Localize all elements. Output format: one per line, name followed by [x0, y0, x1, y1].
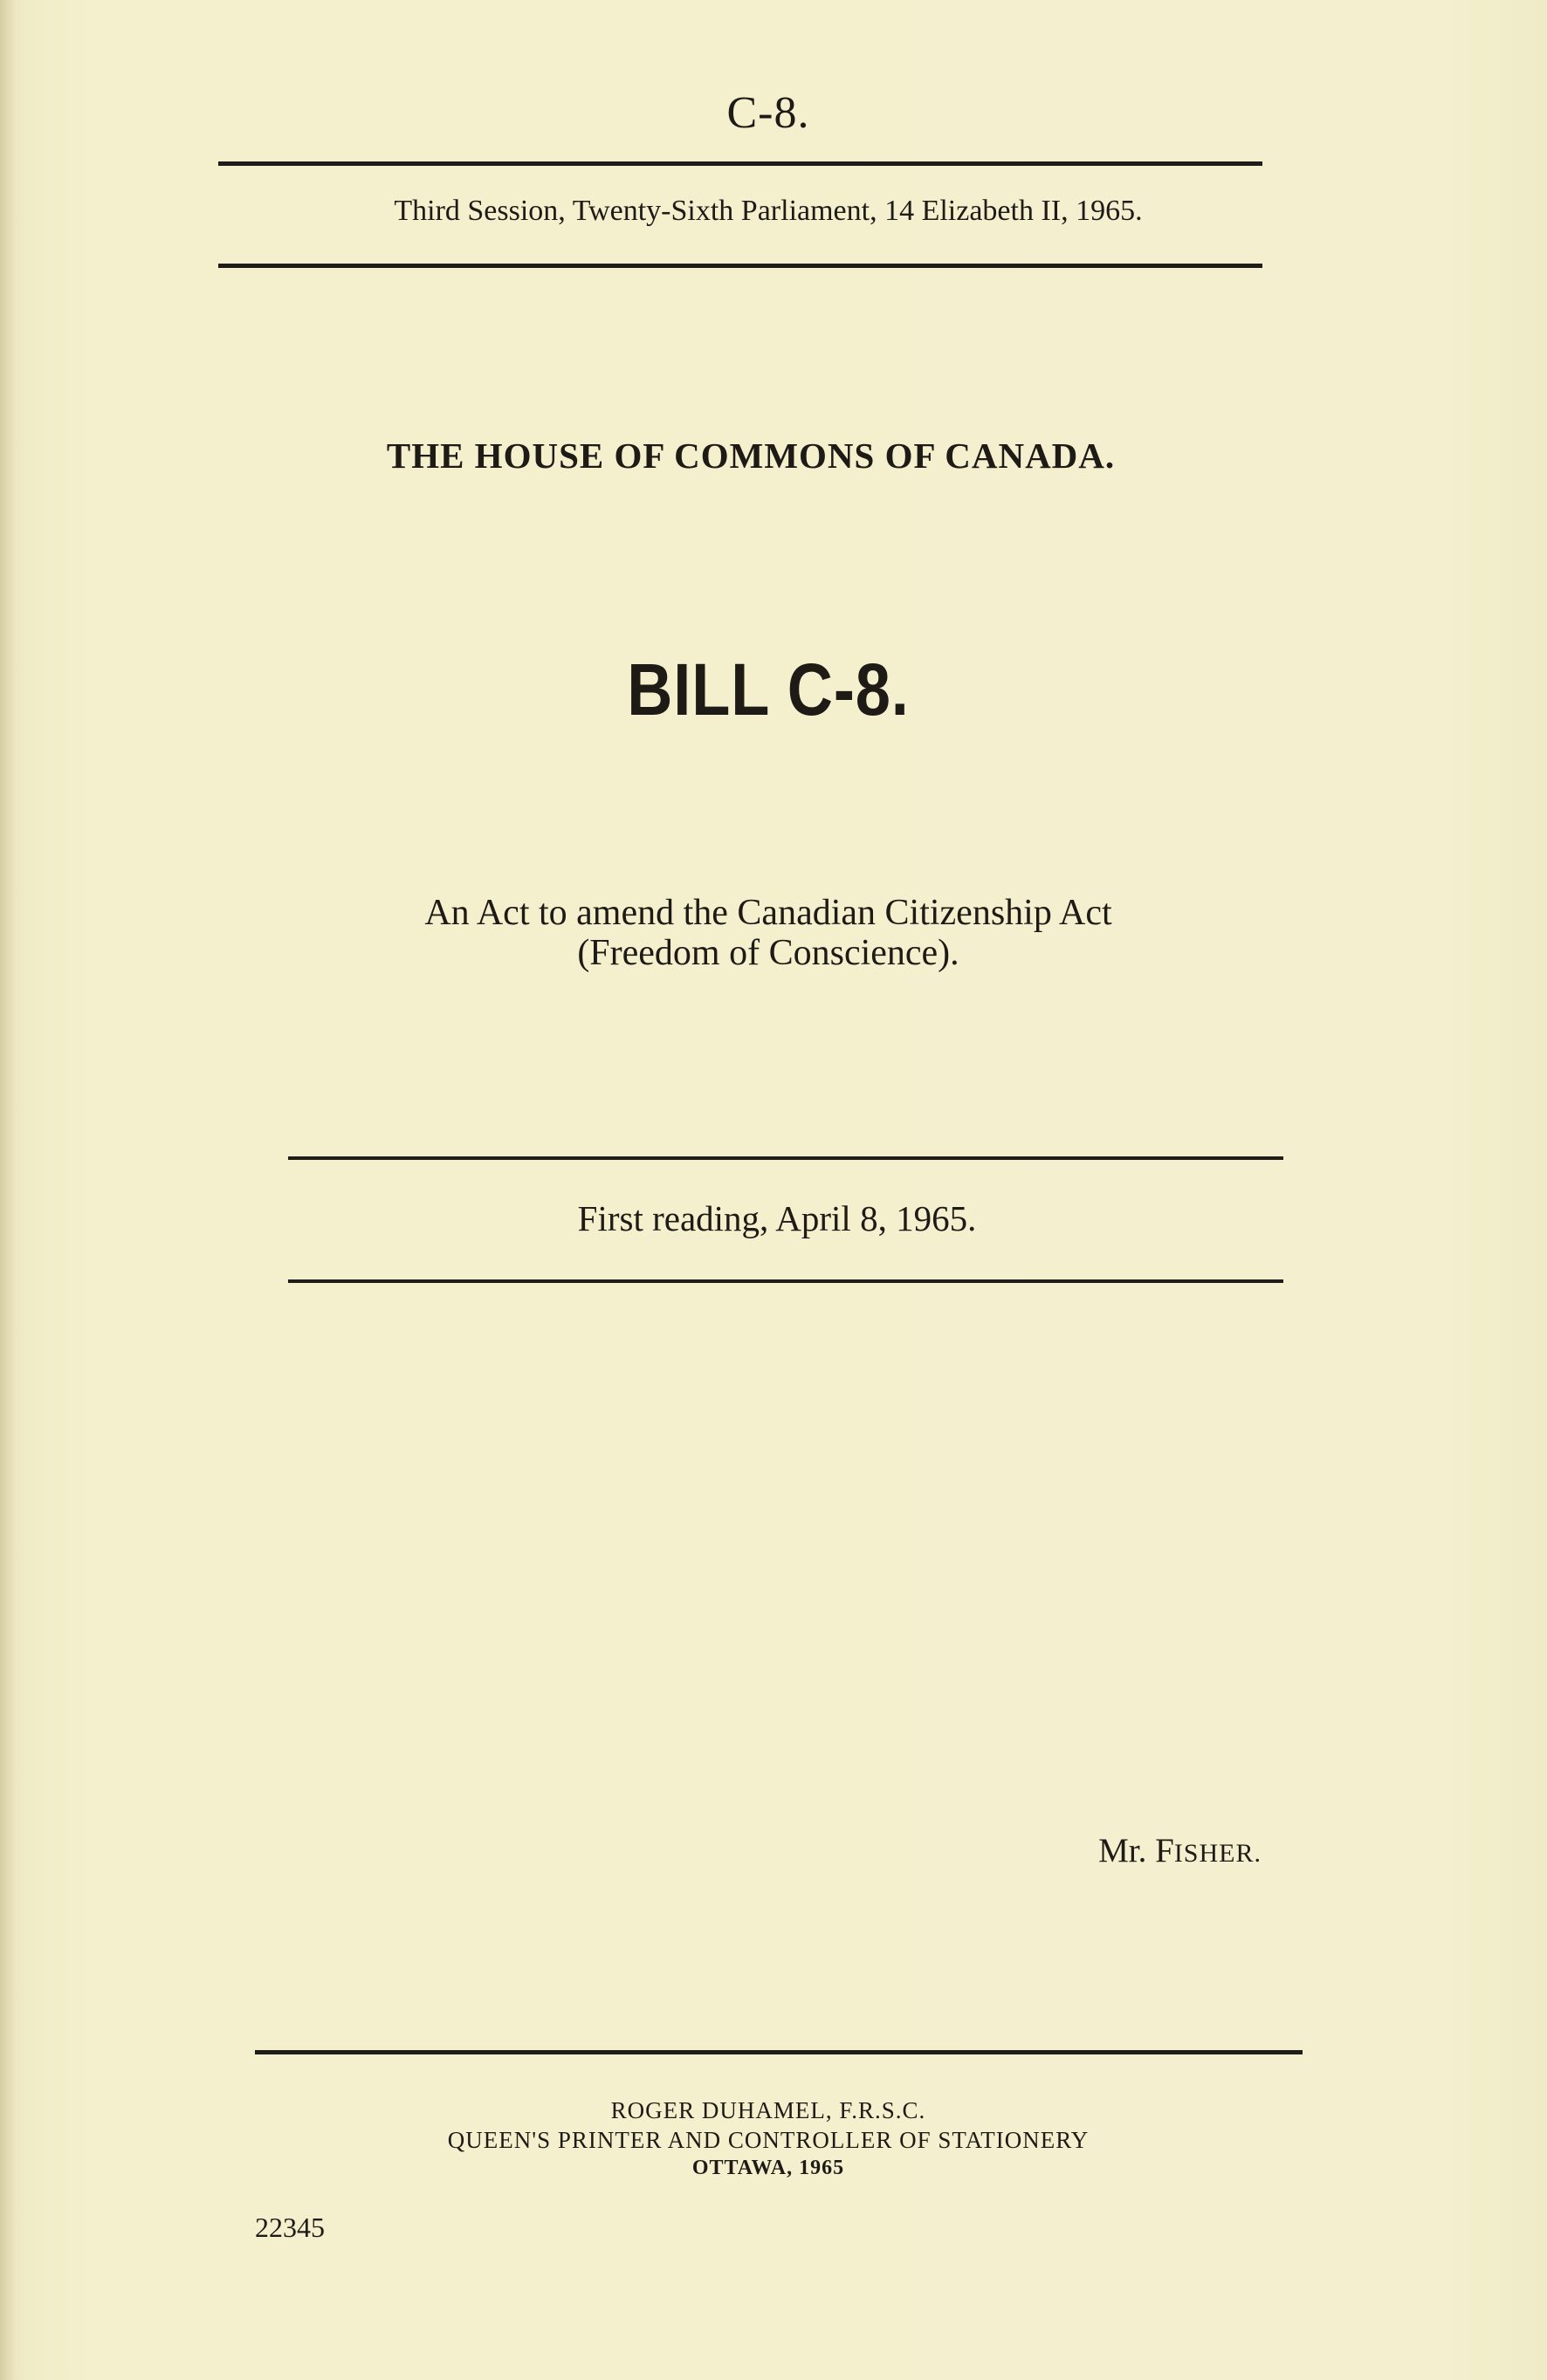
bill-heading: BILL C-8.	[627, 648, 910, 730]
session-line: Third Session, Twenty-Sixth Parliament, 14 Elizabeth II, 1965.	[394, 195, 1143, 227]
printer-name: ROGER DUHAMEL, F.R.S.C.	[610, 2097, 926, 2123]
top-rule-upper	[218, 161, 1262, 166]
sponsor-prefix: Mr. F	[1098, 1832, 1174, 1869]
page-binding-edge	[0, 0, 16, 2380]
bottom-rule	[255, 2050, 1303, 2054]
first-reading-rule-lower	[288, 1279, 1283, 1283]
first-reading-line: First reading, April 8, 1965.	[577, 1198, 977, 1238]
printer-title: QUEEN'S PRINTER AND CONTROLLER OF STATIONERY	[447, 2127, 1090, 2153]
act-title-line2: (Freedom of Conscience).	[577, 933, 959, 973]
top-rule-lower	[218, 264, 1262, 268]
house-title: THE HOUSE OF COMMONS OF CANADA.	[386, 436, 1116, 476]
sponsor-rest: ISHER.	[1173, 1839, 1262, 1868]
printer-place: OTTAWA, 1965	[691, 2157, 845, 2179]
print-number: 22345	[255, 2212, 325, 2243]
act-title-line1: An Act to amend the Canadian Citizenship Act	[424, 893, 1112, 933]
first-reading-rule-upper	[288, 1156, 1283, 1160]
bill-number-top: C-8.	[726, 88, 810, 138]
sponsor-name	[960, 1831, 1262, 1870]
